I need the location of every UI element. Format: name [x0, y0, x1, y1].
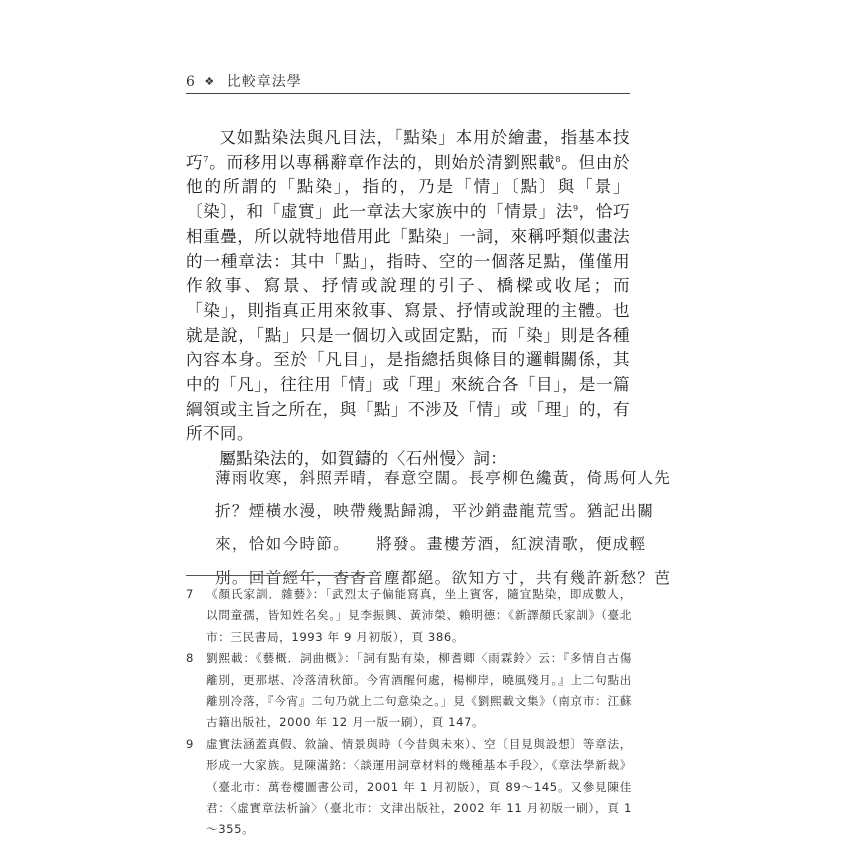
main-text	[186, 126, 630, 472]
paragraph-text: ，恰巧相重疊，所以就特地借用此「點染」一詞，來稱呼類似畫法的一種章法：其中「點」，指時、空的一個落足點，僅僅用作敘事、寫景、抒情或說理的引子、橋樑或收尾；而「染」，則指真正用來敘事、寫景、抒情或說理的主體。也就是說，「點」只是一個切入或固定點，而「染」則是各種內容本身。至於「凡目」，是指總括與條目的邏輯關係，其中的「凡」，往往用「情」或「理」來統合各「目」，是一篇綱領或主旨之所在，與「點」不涉及「情」或「理」的，有所不同。	[186, 202, 630, 444]
footnote-ref-7: 7	[203, 154, 209, 164]
footnote-ref-9: 9	[572, 204, 579, 214]
footnote-text: 《顏氏家訓．雜藝》：「武烈太子偏能寫真，坐上賓客，隨宜點染，即成數人，以問童孺，皆知姓名矣。」見李振興、黃沛榮、賴明德：《新譯顏氏家訓》（臺北市：三民書局，1993 年 9 月初版），頁 386。	[206, 587, 632, 644]
quote-line: 薄雨收寒，斜照弄晴，春意空闊。長亭柳色纔黃，倚馬何人先	[215, 469, 672, 487]
footnote-text: 劉熙載：《藝概．詞曲概》：「詞有點有染，柳耆卿〈雨霖鈴〉云：『多情自古傷離別，更那堪、冷落清秋節。今宵酒醒何處，楊柳岸，曉風殘月。』上二句點出離別冷落，『今宵』二句乃就上二句意染之。」見《劉熙載文集》（南京市：江蘇古籍出版社，2000 年 12 月一版一刷），頁 147。	[206, 651, 632, 730]
paragraph-text: 又如點染法與凡目法，「點染」本用於繪畫，指基本技巧	[186, 128, 630, 172]
header-rule	[186, 93, 630, 94]
footnote-number: 7	[186, 587, 194, 601]
quote-line: 折？煙橫水漫，映帶幾點歸鴻，平沙銷盡龍荒雪。猶記出關	[215, 502, 655, 521]
paragraph-intro-example: 屬點染法的，如賀鑄的〈石州慢〉詞：	[219, 449, 508, 469]
paragraph-text: 。而移用以專稱辭章作法的，則始於清劉熙載	[208, 152, 556, 172]
footnote-9	[186, 734, 632, 841]
footnote-separator	[186, 575, 372, 576]
footnote-text: 虛實法涵蓋真假、敘論、情景與時（今昔與未來）、空〔目見與設想〕等章法，形成一大家族。見陳滿銘：〈談運用詞章材料的幾種基本手段〉，《章法學新裁》（臺北市：萬卷樓圖書公司，2001 年 1 月初版），頁 89～145。又參見陳佳君：〈虛實章法析論〉（臺北市：文津出版社，2002 年 11 月初版一刷），頁 1～355。	[206, 736, 632, 837]
footnote-number: 8	[186, 651, 194, 666]
quote-line: 別。回首經年，杳杳音塵都絕。欲知方寸，共有幾許新愁？芭	[215, 568, 672, 587]
footnotes	[186, 584, 632, 841]
footnote-8	[186, 648, 632, 734]
footnote-7	[186, 584, 632, 648]
footnote-ref-8: 8	[555, 154, 561, 164]
running-header	[186, 72, 630, 92]
footnote-number: 9	[186, 736, 194, 751]
page-number: 6	[186, 74, 196, 90]
paragraph-dianran-fanmu	[186, 126, 630, 447]
paragraph-text: 。但由於他的所謂的「點染」，指的，乃是「情」〔點〕與「景」〔染〕，和「虛實」此一章法大家族中的「情景」法	[186, 152, 630, 222]
book-title: 比較章法學	[226, 74, 302, 90]
quote-line: 來，恰如今時節。 將發。畫樓芳酒，紅淚清歌，便成輕	[215, 535, 647, 554]
ornament-icon: ❖	[204, 75, 216, 88]
